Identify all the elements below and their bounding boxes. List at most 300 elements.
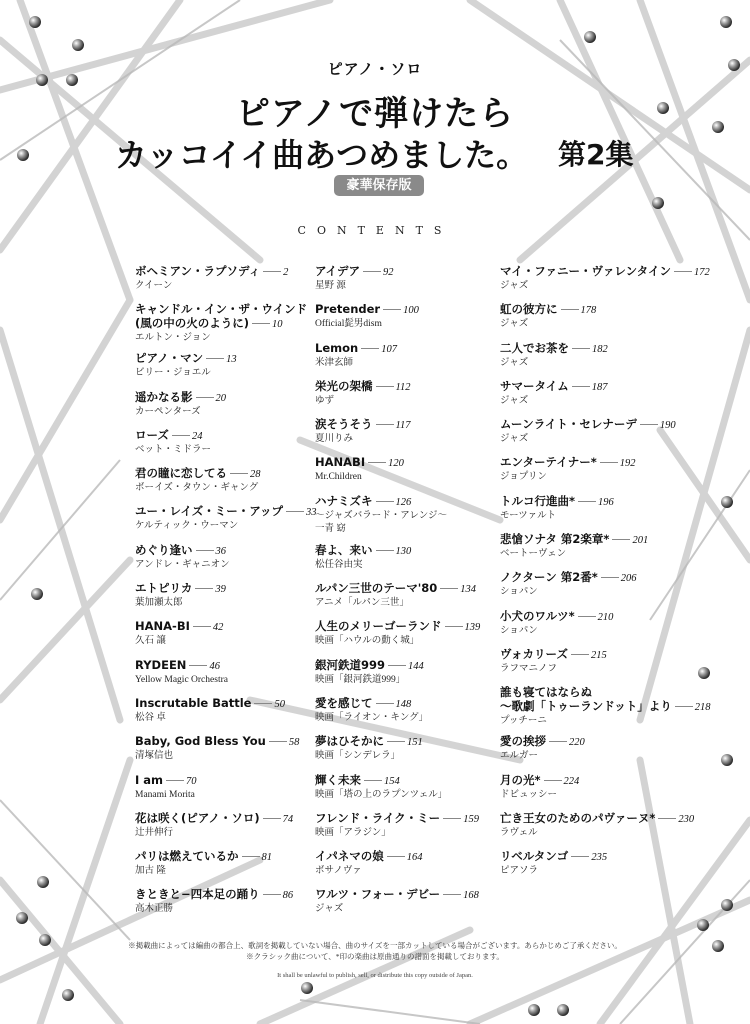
leader-line [206, 358, 224, 359]
contents-entry [315, 302, 515, 340]
artist-name: ショパン [500, 625, 538, 636]
contents-entry [135, 466, 335, 504]
page-number: 117 [395, 420, 411, 432]
bead [16, 912, 28, 924]
leader-line [640, 424, 658, 425]
artist-name: プッチーニ [500, 716, 547, 727]
leader-line [674, 271, 692, 272]
artist-name: ジャズ [500, 434, 529, 445]
song-title: ワルツ・フォー・デビー [315, 887, 441, 902]
contents-entry [135, 351, 335, 389]
leader-line [549, 741, 567, 742]
page-number: 224 [563, 775, 580, 787]
song-title: 小犬のワルツ* [500, 608, 575, 623]
artist-name: 清塚信也 [135, 751, 174, 762]
song-title-line [500, 417, 700, 433]
leader-line [443, 818, 461, 819]
song-title-line [135, 543, 335, 559]
song-title-line [315, 849, 515, 865]
song-subtitle: (風の中の火のように) [135, 316, 250, 331]
leader-line [440, 588, 458, 589]
artist-name: 一青 窈 [315, 523, 346, 534]
page-number: 28 [250, 469, 261, 481]
volume-label: 第2集 [558, 138, 634, 171]
leader-line [230, 473, 248, 474]
leader-line [376, 550, 394, 551]
song-title: ムーンライト・セレナーデ [500, 417, 637, 432]
leader-line [363, 271, 381, 272]
contents-entry [500, 341, 700, 379]
page-number: 74 [282, 813, 294, 825]
contents-entry [500, 494, 700, 532]
leader-line [196, 397, 214, 398]
song-title: めぐり逢い [135, 542, 193, 557]
page-number: 201 [632, 535, 649, 547]
song-title: HANA-BI [135, 619, 190, 634]
song-title: パリは燃えているか [135, 849, 239, 864]
song-title: Lemon [315, 340, 359, 355]
song-subtitle: 〜歌劇「トゥーランドット」より [500, 699, 672, 714]
contents-entry [500, 685, 711, 734]
song-title: トルコ行進曲* [500, 493, 576, 508]
leader-line [578, 616, 596, 617]
edition-badge: 豪華保存版 [334, 175, 424, 196]
contents-entry [500, 264, 710, 302]
page-number: 215 [590, 649, 607, 661]
contents-entry [135, 302, 335, 351]
song-title-line [500, 647, 700, 663]
artist-name: 松谷 卓 [135, 712, 166, 723]
song-title: Inscrutable Battle [135, 695, 252, 710]
legal-notice: It shall be unlawful to publish, sell, or distribute this copy outside of Japan. [277, 972, 473, 979]
page-number: 107 [381, 343, 397, 355]
contents-entry [500, 570, 700, 608]
arrangement-note: 〜ジャズバラード・アレンジ〜 [315, 510, 447, 521]
page-number: 134 [460, 584, 476, 596]
bead [31, 588, 43, 600]
bead [301, 982, 313, 994]
artist-name: エルガー [500, 751, 539, 762]
artist-name: Mr.Children [315, 472, 362, 483]
song-title-line [135, 734, 335, 750]
contents-entry [315, 734, 515, 772]
artist-name: ボーイズ・タウン・ギャング [135, 483, 259, 494]
contents-column-1 [135, 264, 335, 926]
song-title-line [135, 504, 335, 520]
song-title: 夢はひそかに [315, 734, 384, 749]
page-number: 230 [678, 813, 695, 825]
page-number: 20 [215, 392, 226, 404]
page-number: 168 [463, 890, 479, 902]
song-title-line [500, 379, 700, 395]
song-title-line [135, 428, 335, 444]
contents-entry [315, 264, 515, 302]
song-title-line [135, 351, 335, 367]
song-title-line [135, 302, 335, 316]
song-title-line [315, 494, 515, 510]
page-number: 130 [395, 545, 412, 557]
bead [721, 496, 733, 508]
contents-column-2 [315, 264, 515, 926]
page-number: 151 [407, 737, 423, 749]
footnote-line: ※掲載曲によっては編曲の都合上、歌詞を掲載していない場合、曲のサイズを一部カットしている場合がございます。あらかじめご了承ください。 [128, 941, 622, 950]
artist-name: ショパン [500, 587, 538, 598]
artist-name: 久石 譲 [135, 636, 166, 647]
page-number: 196 [598, 496, 614, 508]
bead [557, 1004, 569, 1016]
page-number: 139 [464, 622, 481, 634]
artist-name: アニメ「ルパン三世」 [315, 598, 409, 609]
contents-entry [135, 504, 335, 542]
page-number: 58 [288, 737, 300, 749]
leader-line [572, 348, 590, 349]
leader-line [445, 626, 463, 627]
contents-entry [500, 455, 700, 493]
leader-line [561, 309, 579, 310]
leader-line [388, 665, 406, 666]
leader-line [675, 706, 693, 707]
contents-entry [135, 658, 335, 696]
leader-line [361, 348, 379, 349]
leader-line [252, 323, 270, 324]
artist-name: 葉加瀬太郎 [135, 598, 183, 609]
artist-name: 辻井伸行 [135, 827, 174, 838]
song-title: ピアノ・マン [135, 351, 204, 366]
bead [721, 899, 733, 911]
artist-name: ベット・ミドラー [135, 444, 212, 455]
page-number: 46 [209, 660, 220, 672]
artist-name: クイーン [135, 281, 173, 291]
artist-name: ジャズ [500, 357, 529, 368]
page-number: 112 [395, 381, 411, 393]
artist-name: 米津玄師 [315, 357, 354, 368]
contents-entry [315, 581, 515, 619]
bead [37, 876, 49, 888]
contents-entry [315, 811, 515, 849]
leader-line [383, 309, 401, 310]
artist-name: ベートーヴェン [500, 549, 567, 560]
song-title-line [315, 341, 515, 357]
contents-entry [135, 887, 335, 925]
contents-entry [135, 581, 335, 619]
leader-line [242, 856, 260, 857]
page-number: 120 [388, 458, 404, 470]
contents-entry [315, 849, 515, 887]
song-title: ボヘミアン・ラプソディ [135, 264, 261, 278]
page-number: 178 [580, 305, 597, 317]
page-number: 126 [395, 496, 412, 508]
song-title-line [135, 887, 335, 903]
page-number: 13 [226, 354, 237, 366]
song-title-line [500, 302, 700, 318]
page-number: 100 [403, 305, 419, 317]
artist-name: 夏川りみ [315, 434, 354, 445]
song-title-line [500, 699, 711, 715]
page-number: 218 [694, 702, 711, 714]
song-title: イパネマの娘 [315, 849, 384, 864]
page-number: 42 [212, 622, 224, 634]
artist-name: ジャズ [500, 281, 529, 291]
leader-line [601, 577, 619, 578]
footnote-line: ※クラシック曲について、*印の楽曲は原曲通りの譜面を掲載しております。 [246, 952, 504, 961]
song-title-line [135, 581, 335, 597]
leader-line [376, 703, 394, 704]
page-number: 39 [215, 584, 226, 596]
song-title: マイ・ファニー・ヴァレンタイン [500, 264, 671, 278]
artist-name: モーツァルト [500, 510, 557, 521]
page-number: 70 [186, 775, 197, 787]
page-number: 154 [384, 775, 400, 787]
book-title-line2: カッコイイ曲あつめました。 [115, 136, 529, 174]
contents-entry [135, 619, 335, 657]
contents-entry [315, 773, 515, 811]
page-number: 50 [274, 698, 285, 710]
leader-line [263, 818, 281, 819]
artist-name: ピアソラ [500, 866, 539, 877]
footnotes [0, 940, 750, 962]
song-title-line [315, 773, 515, 789]
leader-line [612, 539, 630, 540]
song-title-line [135, 466, 335, 482]
artist-name: カーペンターズ [135, 406, 201, 417]
song-title-line [500, 455, 700, 471]
song-title: Pretender [315, 302, 381, 317]
song-title-line [315, 417, 515, 433]
page-number: 10 [272, 319, 283, 331]
song-title: ノクターン 第2番* [500, 570, 598, 585]
contents-entry [135, 734, 335, 772]
leader-line [195, 588, 213, 589]
contents-entry [315, 696, 515, 734]
song-title: 誰も寝てはならぬ [500, 685, 592, 700]
artist-name: ドビュッシー [500, 789, 558, 800]
leader-line [387, 741, 405, 742]
song-title-line [135, 773, 335, 789]
song-title: ローズ [135, 427, 169, 442]
page-number: 148 [395, 698, 412, 710]
leader-line [166, 780, 184, 781]
leader-line [189, 665, 207, 666]
song-title: ハナミズキ [315, 493, 373, 508]
series-label: ピアノ・ソロ [327, 60, 423, 78]
contents-entry [500, 302, 700, 340]
contents-entry [500, 379, 700, 417]
song-title: 栄光の架橋 [315, 378, 373, 393]
song-title: 二人でお茶を [500, 340, 569, 355]
page-number: 92 [382, 267, 394, 278]
artist-name: アンドレ・ギャニオン [135, 559, 230, 570]
bead [528, 1004, 540, 1016]
song-title: RYDEEN [135, 657, 187, 672]
song-title: 花は咲く(ピアノ・ソロ) [135, 810, 260, 825]
song-title-line [500, 264, 710, 280]
leader-line [254, 703, 272, 704]
song-title: I am [135, 772, 164, 787]
artist-name: Yellow Magic Orchestra [135, 674, 228, 685]
song-title-line [500, 811, 700, 827]
contents-entry [315, 379, 515, 417]
page-number: 220 [569, 737, 585, 749]
page-number: 192 [619, 458, 636, 470]
artist-name: Official髭男dism [315, 319, 382, 330]
song-title-line [500, 773, 700, 789]
contents-entry [135, 773, 335, 811]
page-number: 206 [620, 573, 637, 585]
leader-line [600, 462, 618, 463]
page-number: 144 [408, 660, 424, 672]
bead [721, 754, 733, 766]
contents-entry [135, 264, 335, 302]
song-title-line [315, 302, 515, 318]
song-title-line [135, 264, 335, 280]
song-title: エトピリカ [135, 581, 193, 596]
song-title-line [500, 494, 700, 510]
song-title-line [315, 581, 515, 597]
song-title-line [135, 390, 335, 406]
song-title: 虹の彼方に [500, 302, 558, 317]
page-number: 187 [591, 381, 608, 393]
song-title: アイデア [315, 264, 360, 278]
page-number: 2 [283, 267, 289, 278]
leader-line [364, 780, 382, 781]
song-title-line [135, 619, 335, 635]
song-title-line [135, 696, 335, 712]
leader-line [286, 511, 304, 512]
song-title: リベルタンゴ [500, 849, 569, 864]
artist-name: ケルティック・ウーマン [135, 521, 239, 532]
contents-heading: CONTENTS [297, 224, 453, 237]
leader-line [578, 501, 596, 502]
artist-name: 映画「塔の上のラプンツェル」 [315, 789, 448, 800]
artist-name: ジャズ [315, 904, 344, 915]
page-number: 235 [591, 852, 608, 864]
contents-entry [500, 849, 700, 887]
song-title-line [315, 619, 515, 635]
song-title: HANABI [315, 455, 366, 470]
artist-name: 高木正勝 [135, 904, 174, 915]
song-title: 愛の挨拶 [500, 734, 546, 749]
song-title: エンターテイナー* [500, 455, 597, 470]
song-title-line [315, 543, 515, 559]
contents-entry [500, 773, 700, 811]
page-number: 190 [659, 420, 676, 432]
artist-name: 映画「アラジン」 [315, 827, 391, 838]
leader-line [571, 654, 589, 655]
song-title-line [135, 849, 335, 865]
leader-line [263, 271, 281, 272]
song-title: 月の光* [500, 772, 541, 787]
contents-entry [315, 455, 515, 493]
song-title: ヴォカリーズ [500, 646, 568, 661]
artist-name: ジョプリン [500, 472, 547, 483]
artist-name: 映画「シンデレラ」 [315, 751, 401, 762]
contents-entry [315, 417, 515, 455]
contents-entry [135, 428, 335, 466]
song-title: 人生のメリーゴーランド [315, 619, 442, 634]
song-title: 亡き王女のためのパヴァーヌ* [500, 810, 656, 825]
artist-name: ジャズ [500, 395, 529, 406]
artist-name: 加古 隆 [135, 866, 166, 877]
song-title: ルパン三世のテーマ'80 [315, 581, 438, 596]
contents-entry [315, 543, 515, 581]
artist-name: 星野 源 [315, 281, 346, 291]
song-title: ユー・レイズ・ミー・アップ [135, 504, 284, 519]
song-title: サマータイム [500, 378, 569, 393]
song-title: 愛を感じて [315, 695, 373, 710]
contents-entry [135, 811, 335, 849]
artist-name: 映画「ハウルの動く城」 [315, 636, 420, 647]
leader-line [196, 550, 214, 551]
page-number: 182 [592, 343, 608, 355]
leader-line [658, 818, 676, 819]
artist-name: ラヴェル [500, 827, 538, 838]
artist-name: エルトン・ジョン [135, 333, 211, 344]
page-number: 24 [191, 430, 203, 442]
artist-name: ゆず [315, 395, 335, 406]
bead [697, 919, 709, 931]
page-number: 86 [282, 890, 294, 902]
leader-line [376, 386, 394, 387]
contents-entry [500, 532, 700, 570]
leader-line [368, 462, 386, 463]
song-title-line [500, 570, 700, 586]
song-title-line [135, 316, 335, 332]
page-number: 164 [406, 852, 423, 864]
leader-line [572, 386, 590, 387]
leader-line [443, 894, 461, 895]
contents-entry [315, 341, 515, 379]
song-title-line [315, 696, 515, 712]
contents-column-3 [500, 264, 711, 887]
song-title-line [500, 609, 700, 625]
artist-name: 映画「ライオン・キング」 [315, 712, 429, 723]
page-number: 81 [261, 852, 272, 864]
leader-line [269, 741, 287, 742]
contents-entry [315, 619, 515, 657]
song-title-line [315, 264, 515, 280]
song-title-line [135, 811, 335, 827]
artist-name: 映画「銀河鉄道999」 [315, 674, 406, 685]
song-title: Baby, God Bless You [135, 734, 266, 749]
contents-entry [135, 390, 335, 428]
song-title-line [315, 658, 515, 674]
song-title: 遥かなる影 [135, 389, 193, 404]
contents-entry [135, 696, 335, 734]
contents-entry [500, 647, 700, 685]
leader-line [571, 856, 589, 857]
page-number: 210 [597, 611, 614, 623]
contents-entry [500, 734, 700, 772]
contents-entry [500, 811, 700, 849]
song-title-line [500, 685, 700, 699]
book-title-line1: ピアノで弾けたら [235, 94, 515, 134]
leader-line [263, 894, 281, 895]
song-title-line [500, 341, 700, 357]
leader-line [376, 424, 394, 425]
artist-name: ビリー・ジョエル [135, 368, 211, 379]
contents-entry [315, 658, 515, 696]
leader-line [387, 856, 405, 857]
song-title-line [315, 887, 515, 903]
song-title: 輝く未来 [315, 772, 361, 787]
artist-name: Manami Morita [135, 789, 195, 800]
page-number: 36 [215, 545, 226, 557]
song-title-line [500, 849, 700, 865]
song-title-line [500, 734, 700, 750]
song-title-line [500, 532, 700, 548]
header [0, 0, 750, 240]
leader-line [193, 626, 211, 627]
